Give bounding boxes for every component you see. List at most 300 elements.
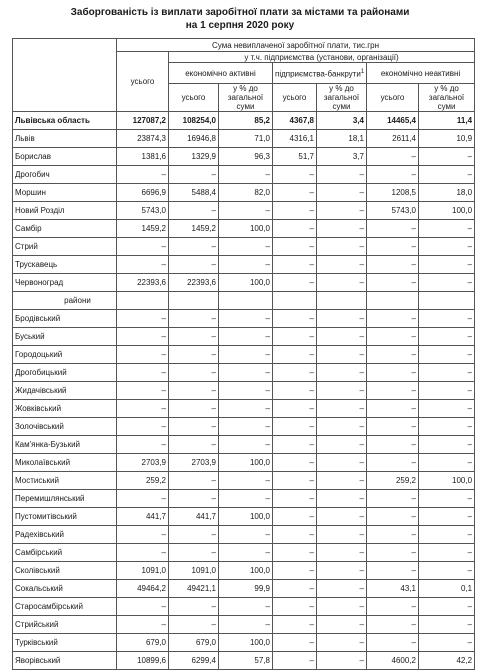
header-bankrupt-label: підприємства-банкрути xyxy=(275,69,361,79)
cell-value: – xyxy=(219,166,273,184)
cell-value: – xyxy=(367,598,419,616)
cell-value: – xyxy=(169,418,219,436)
header-main: Сума невиплаченої заробітної плати, тис.грн xyxy=(117,39,475,52)
table-row-district xyxy=(13,490,475,508)
cell-value: – xyxy=(367,328,419,346)
cell-value: – xyxy=(169,310,219,328)
table-row-city xyxy=(13,238,475,256)
cell-value: – xyxy=(317,616,367,634)
cell-value: – xyxy=(169,616,219,634)
cell-value: 108254,0 xyxy=(169,112,219,130)
cell-value: – xyxy=(317,544,367,562)
row-name: Сокальський xyxy=(13,580,117,598)
row-name: Радехівський xyxy=(13,526,117,544)
cell-value: 1091,0 xyxy=(117,562,169,580)
cell-value: 49421,1 xyxy=(169,580,219,598)
cell-value: 49464,2 xyxy=(117,580,169,598)
cell-value: – xyxy=(169,472,219,490)
cell-value: – xyxy=(367,274,419,292)
table-row-city xyxy=(13,274,475,292)
cell-value: 5743,0 xyxy=(117,202,169,220)
cell-value: 1459,2 xyxy=(117,220,169,238)
cell-value: – xyxy=(273,202,317,220)
cell-value: – xyxy=(419,544,475,562)
cell-value: – xyxy=(273,598,317,616)
cell-value: 2703,9 xyxy=(169,454,219,472)
table-row-city xyxy=(13,220,475,238)
row-name: Новий Розділ xyxy=(13,202,117,220)
table-row-district xyxy=(13,526,475,544)
cell-value: – xyxy=(117,616,169,634)
cell-empty xyxy=(367,292,419,310)
row-name: Стрийський xyxy=(13,616,117,634)
row-name: Кам'янка-Бузький xyxy=(13,436,117,454)
cell-value: 3,7 xyxy=(317,148,367,166)
cell-value: – xyxy=(317,580,367,598)
cell-value: – xyxy=(219,526,273,544)
table-row-district xyxy=(13,382,475,400)
cell-value: – xyxy=(419,346,475,364)
table-row-district xyxy=(13,454,475,472)
cell-value: – xyxy=(367,238,419,256)
cell-value: – xyxy=(117,310,169,328)
cell-value: – xyxy=(169,544,219,562)
cell-value: – xyxy=(273,454,317,472)
table-row-district xyxy=(13,598,475,616)
cell-value: – xyxy=(219,346,273,364)
cell-value: – xyxy=(419,634,475,652)
cell-value: – xyxy=(117,490,169,508)
cell-value: 1208,5 xyxy=(367,184,419,202)
cell-value: – xyxy=(273,490,317,508)
cell-value: – xyxy=(367,346,419,364)
cell-value: 14465,4 xyxy=(367,112,419,130)
wage-arrears-table xyxy=(12,38,475,670)
cell-value: 441,7 xyxy=(117,508,169,526)
row-name: Старосамбірський xyxy=(13,598,117,616)
cell-value: – xyxy=(419,526,475,544)
cell-value: – xyxy=(219,490,273,508)
cell-value: 100,0 xyxy=(219,454,273,472)
table-row-city xyxy=(13,130,475,148)
cell-value: – xyxy=(273,274,317,292)
table-body xyxy=(13,112,475,670)
cell-value: – xyxy=(367,544,419,562)
cell-value: – xyxy=(273,256,317,274)
cell-value: – xyxy=(219,598,273,616)
cell-value: – xyxy=(367,364,419,382)
cell-value: – xyxy=(317,472,367,490)
cell-value: – xyxy=(117,346,169,364)
cell-value: – xyxy=(317,310,367,328)
cell-value: 43,1 xyxy=(367,580,419,598)
table-row-district xyxy=(13,544,475,562)
table-header xyxy=(13,39,475,112)
cell-value: 679,0 xyxy=(169,634,219,652)
cell-value: 85,2 xyxy=(219,112,273,130)
cell-value: – xyxy=(273,652,317,670)
cell-value: – xyxy=(117,328,169,346)
cell-value: – xyxy=(419,256,475,274)
cell-value: 99,9 xyxy=(219,580,273,598)
cell-value: – xyxy=(169,202,219,220)
cell-value: – xyxy=(317,346,367,364)
cell-value: – xyxy=(273,508,317,526)
cell-value: – xyxy=(317,598,367,616)
cell-value: – xyxy=(169,400,219,418)
cell-value: – xyxy=(273,238,317,256)
row-name: Львів xyxy=(13,130,117,148)
cell-value: – xyxy=(419,166,475,184)
cell-value: – xyxy=(273,220,317,238)
table-row-city xyxy=(13,256,475,274)
cell-value: – xyxy=(367,508,419,526)
row-name: Моршин xyxy=(13,184,117,202)
table-row-district xyxy=(13,562,475,580)
cell-value: – xyxy=(273,418,317,436)
cell-value: – xyxy=(367,526,419,544)
cell-value: 100,0 xyxy=(219,508,273,526)
cell-value: – xyxy=(169,436,219,454)
cell-value: 259,2 xyxy=(117,472,169,490)
cell-empty xyxy=(317,292,367,310)
cell-value: – xyxy=(117,598,169,616)
row-name: Миколаївський xyxy=(13,454,117,472)
cell-value: – xyxy=(419,148,475,166)
table-row-region xyxy=(13,112,475,130)
cell-empty xyxy=(117,292,169,310)
row-name: Червоноград xyxy=(13,274,117,292)
cell-value: – xyxy=(367,562,419,580)
cell-value: – xyxy=(117,166,169,184)
cell-value: – xyxy=(169,598,219,616)
cell-value: 6299,4 xyxy=(169,652,219,670)
cell-value: – xyxy=(169,328,219,346)
cell-value: – xyxy=(317,526,367,544)
title-line-2: на 1 серпня 2020 року xyxy=(185,20,295,31)
cell-value: 4316,1 xyxy=(273,130,317,148)
cell-value: – xyxy=(419,220,475,238)
cell-value: – xyxy=(273,364,317,382)
table-row-district xyxy=(13,652,475,670)
cell-value: 100,0 xyxy=(219,562,273,580)
cell-value: – xyxy=(317,274,367,292)
cell-value: – xyxy=(273,382,317,400)
header-bankrupt xyxy=(273,63,367,84)
cell-value: – xyxy=(419,454,475,472)
cell-value: 1459,2 xyxy=(169,220,219,238)
cell-value: – xyxy=(117,544,169,562)
cell-value: – xyxy=(317,634,367,652)
cell-value: – xyxy=(273,544,317,562)
cell-value: 441,7 xyxy=(169,508,219,526)
cell-empty xyxy=(219,292,273,310)
header-sub-total: усього xyxy=(273,84,317,112)
cell-value: – xyxy=(419,598,475,616)
cell-value: – xyxy=(169,526,219,544)
cell-value: – xyxy=(169,490,219,508)
table-row-district xyxy=(13,472,475,490)
cell-empty xyxy=(169,292,219,310)
cell-value: – xyxy=(169,238,219,256)
cell-value: – xyxy=(367,256,419,274)
cell-value: 679,0 xyxy=(117,634,169,652)
cell-value: – xyxy=(219,328,273,346)
cell-value: – xyxy=(317,166,367,184)
row-name: Городоцький xyxy=(13,346,117,364)
row-name: Золочівський xyxy=(13,418,117,436)
cell-value: – xyxy=(273,166,317,184)
cell-value: – xyxy=(273,580,317,598)
cell-value: 16946,8 xyxy=(169,130,219,148)
cell-value: – xyxy=(117,238,169,256)
row-name: Мостиський xyxy=(13,472,117,490)
row-name: Перемишлянський xyxy=(13,490,117,508)
cell-value: – xyxy=(169,256,219,274)
cell-value: – xyxy=(273,400,317,418)
cell-value: 1091,0 xyxy=(169,562,219,580)
cell-value: – xyxy=(317,328,367,346)
cell-value: – xyxy=(117,418,169,436)
header-total: усього xyxy=(117,52,169,112)
row-name: Дрогобич xyxy=(13,166,117,184)
header-sub-pct: у % до загальної суми xyxy=(317,84,367,112)
cell-value: – xyxy=(367,436,419,454)
table-row-district xyxy=(13,364,475,382)
cell-value: – xyxy=(367,310,419,328)
cell-value: – xyxy=(273,616,317,634)
cell-value: – xyxy=(219,400,273,418)
cell-value: 11,4 xyxy=(419,112,475,130)
cell-value: – xyxy=(367,490,419,508)
cell-value: – xyxy=(117,256,169,274)
row-name: Буський xyxy=(13,328,117,346)
row-name: Самбір xyxy=(13,220,117,238)
cell-value: – xyxy=(317,238,367,256)
cell-value: – xyxy=(117,526,169,544)
table-row-district xyxy=(13,616,475,634)
cell-value: 82,0 xyxy=(219,184,273,202)
cell-value: – xyxy=(419,508,475,526)
cell-value: 42,2 xyxy=(419,652,475,670)
cell-value: 1329,9 xyxy=(169,148,219,166)
cell-value: – xyxy=(219,436,273,454)
cell-value: – xyxy=(367,616,419,634)
row-name: Сколівський xyxy=(13,562,117,580)
table-row-district xyxy=(13,310,475,328)
cell-value: 100,0 xyxy=(219,220,273,238)
cell-value: 5488,4 xyxy=(169,184,219,202)
title-line-1: Заборгованість із виплати заробітної плати за містами та районами xyxy=(70,7,410,18)
cell-value: – xyxy=(317,436,367,454)
row-name: Жидачівський xyxy=(13,382,117,400)
row-name: Борислав xyxy=(13,148,117,166)
cell-value: 100,0 xyxy=(419,202,475,220)
cell-value: – xyxy=(117,382,169,400)
cell-value: – xyxy=(219,616,273,634)
cell-value: 5743,0 xyxy=(367,202,419,220)
cell-value: – xyxy=(219,472,273,490)
cell-value: – xyxy=(367,166,419,184)
cell-value: 57,8 xyxy=(219,652,273,670)
footnote-mark: 1 xyxy=(360,68,365,75)
table-row-district xyxy=(13,508,475,526)
cell-value: – xyxy=(367,148,419,166)
cell-value: – xyxy=(317,400,367,418)
header-sub-pct: у % до загальної суми xyxy=(219,84,273,112)
cell-value: – xyxy=(367,634,419,652)
row-name: Трускавець xyxy=(13,256,117,274)
cell-value: 51,7 xyxy=(273,148,317,166)
cell-value: – xyxy=(419,274,475,292)
table-row-district xyxy=(13,400,475,418)
table-row-city xyxy=(13,202,475,220)
cell-value: 18,1 xyxy=(317,130,367,148)
cell-empty xyxy=(419,292,475,310)
cell-value: 10,9 xyxy=(419,130,475,148)
cell-value: – xyxy=(419,418,475,436)
cell-value: – xyxy=(169,166,219,184)
cell-value: – xyxy=(317,364,367,382)
cell-value: – xyxy=(117,436,169,454)
table-row-district xyxy=(13,436,475,454)
table-row-district xyxy=(13,328,475,346)
cell-value: – xyxy=(273,310,317,328)
table-row-city xyxy=(13,148,475,166)
table-row-district xyxy=(13,346,475,364)
header-blank xyxy=(13,39,117,112)
cell-value: 4367,8 xyxy=(273,112,317,130)
header-sub-pct: у % до загальної суми xyxy=(419,84,475,112)
cell-value: – xyxy=(419,238,475,256)
cell-value: – xyxy=(169,382,219,400)
cell-value: – xyxy=(419,328,475,346)
cell-value: – xyxy=(367,220,419,238)
cell-value: 6696,9 xyxy=(117,184,169,202)
cell-value: – xyxy=(317,382,367,400)
cell-value: – xyxy=(219,310,273,328)
cell-value: – xyxy=(419,364,475,382)
cell-value: – xyxy=(273,562,317,580)
cell-value: 4600,2 xyxy=(367,652,419,670)
cell-value: – xyxy=(367,400,419,418)
cell-value: 100,0 xyxy=(219,634,273,652)
cell-value: – xyxy=(117,364,169,382)
cell-value: – xyxy=(169,346,219,364)
table-row-city xyxy=(13,166,475,184)
header-including: у т.ч. підприємства (установи, організації) xyxy=(169,52,475,63)
cell-value: – xyxy=(317,418,367,436)
section-heading-districts: райони xyxy=(13,292,117,310)
cell-value: 18,0 xyxy=(419,184,475,202)
header-sub-total: усього xyxy=(169,84,219,112)
cell-value: 71,0 xyxy=(219,130,273,148)
cell-value: 2703,9 xyxy=(117,454,169,472)
cell-value: – xyxy=(117,400,169,418)
cell-empty xyxy=(273,292,317,310)
cell-value: – xyxy=(273,184,317,202)
header-active: економічно активні xyxy=(169,63,273,84)
cell-value: – xyxy=(419,616,475,634)
cell-value: – xyxy=(219,238,273,256)
cell-value: 100,0 xyxy=(219,274,273,292)
cell-value: – xyxy=(419,310,475,328)
cell-value: – xyxy=(317,562,367,580)
cell-value: – xyxy=(317,256,367,274)
table-row-district xyxy=(13,418,475,436)
cell-value: – xyxy=(219,544,273,562)
cell-value: – xyxy=(419,382,475,400)
cell-value: – xyxy=(367,454,419,472)
cell-value: – xyxy=(419,436,475,454)
cell-value: – xyxy=(219,202,273,220)
cell-value: 100,0 xyxy=(419,472,475,490)
cell-value: – xyxy=(419,400,475,418)
cell-value: 22393,6 xyxy=(117,274,169,292)
cell-value: 1381,6 xyxy=(117,148,169,166)
cell-value: – xyxy=(219,256,273,274)
cell-value: – xyxy=(317,508,367,526)
cell-value: – xyxy=(219,364,273,382)
cell-value: – xyxy=(317,490,367,508)
row-name: Дрогобицький xyxy=(13,364,117,382)
cell-value: – xyxy=(419,490,475,508)
cell-value: – xyxy=(273,526,317,544)
row-name: Стрий xyxy=(13,238,117,256)
row-name: Жовківський xyxy=(13,400,117,418)
header-inactive: економічно неактивні xyxy=(367,63,475,84)
cell-value: – xyxy=(273,346,317,364)
cell-value: – xyxy=(219,382,273,400)
cell-value: – xyxy=(273,328,317,346)
cell-value: – xyxy=(317,652,367,670)
cell-value: – xyxy=(367,418,419,436)
row-name: Самбірський xyxy=(13,544,117,562)
cell-value: – xyxy=(169,364,219,382)
cell-value: 3,4 xyxy=(317,112,367,130)
cell-value: 10899,6 xyxy=(117,652,169,670)
cell-value: – xyxy=(317,454,367,472)
cell-value: 259,2 xyxy=(367,472,419,490)
table-row-district xyxy=(13,634,475,652)
cell-value: – xyxy=(419,562,475,580)
cell-value: 96,3 xyxy=(219,148,273,166)
cell-value: 127087,2 xyxy=(117,112,169,130)
cell-value: 23874,3 xyxy=(117,130,169,148)
cell-value: – xyxy=(367,382,419,400)
row-name: Львівська область xyxy=(13,112,117,130)
cell-value: – xyxy=(317,184,367,202)
table-row-section xyxy=(13,292,475,310)
row-name: Пустомитівський xyxy=(13,508,117,526)
cell-value: – xyxy=(273,472,317,490)
row-name: Бродівський xyxy=(13,310,117,328)
cell-value: – xyxy=(273,436,317,454)
cell-value: 22393,6 xyxy=(169,274,219,292)
table-row-city xyxy=(13,184,475,202)
header-sub-total: усього xyxy=(367,84,419,112)
table-row-district xyxy=(13,580,475,598)
cell-value: 0,1 xyxy=(419,580,475,598)
cell-value: 2611,4 xyxy=(367,130,419,148)
row-name: Яворівський xyxy=(13,652,117,670)
cell-value: – xyxy=(219,418,273,436)
row-name: Турківський xyxy=(13,634,117,652)
document-title xyxy=(0,0,480,36)
cell-value: – xyxy=(317,202,367,220)
cell-value: – xyxy=(317,220,367,238)
cell-value: – xyxy=(273,634,317,652)
